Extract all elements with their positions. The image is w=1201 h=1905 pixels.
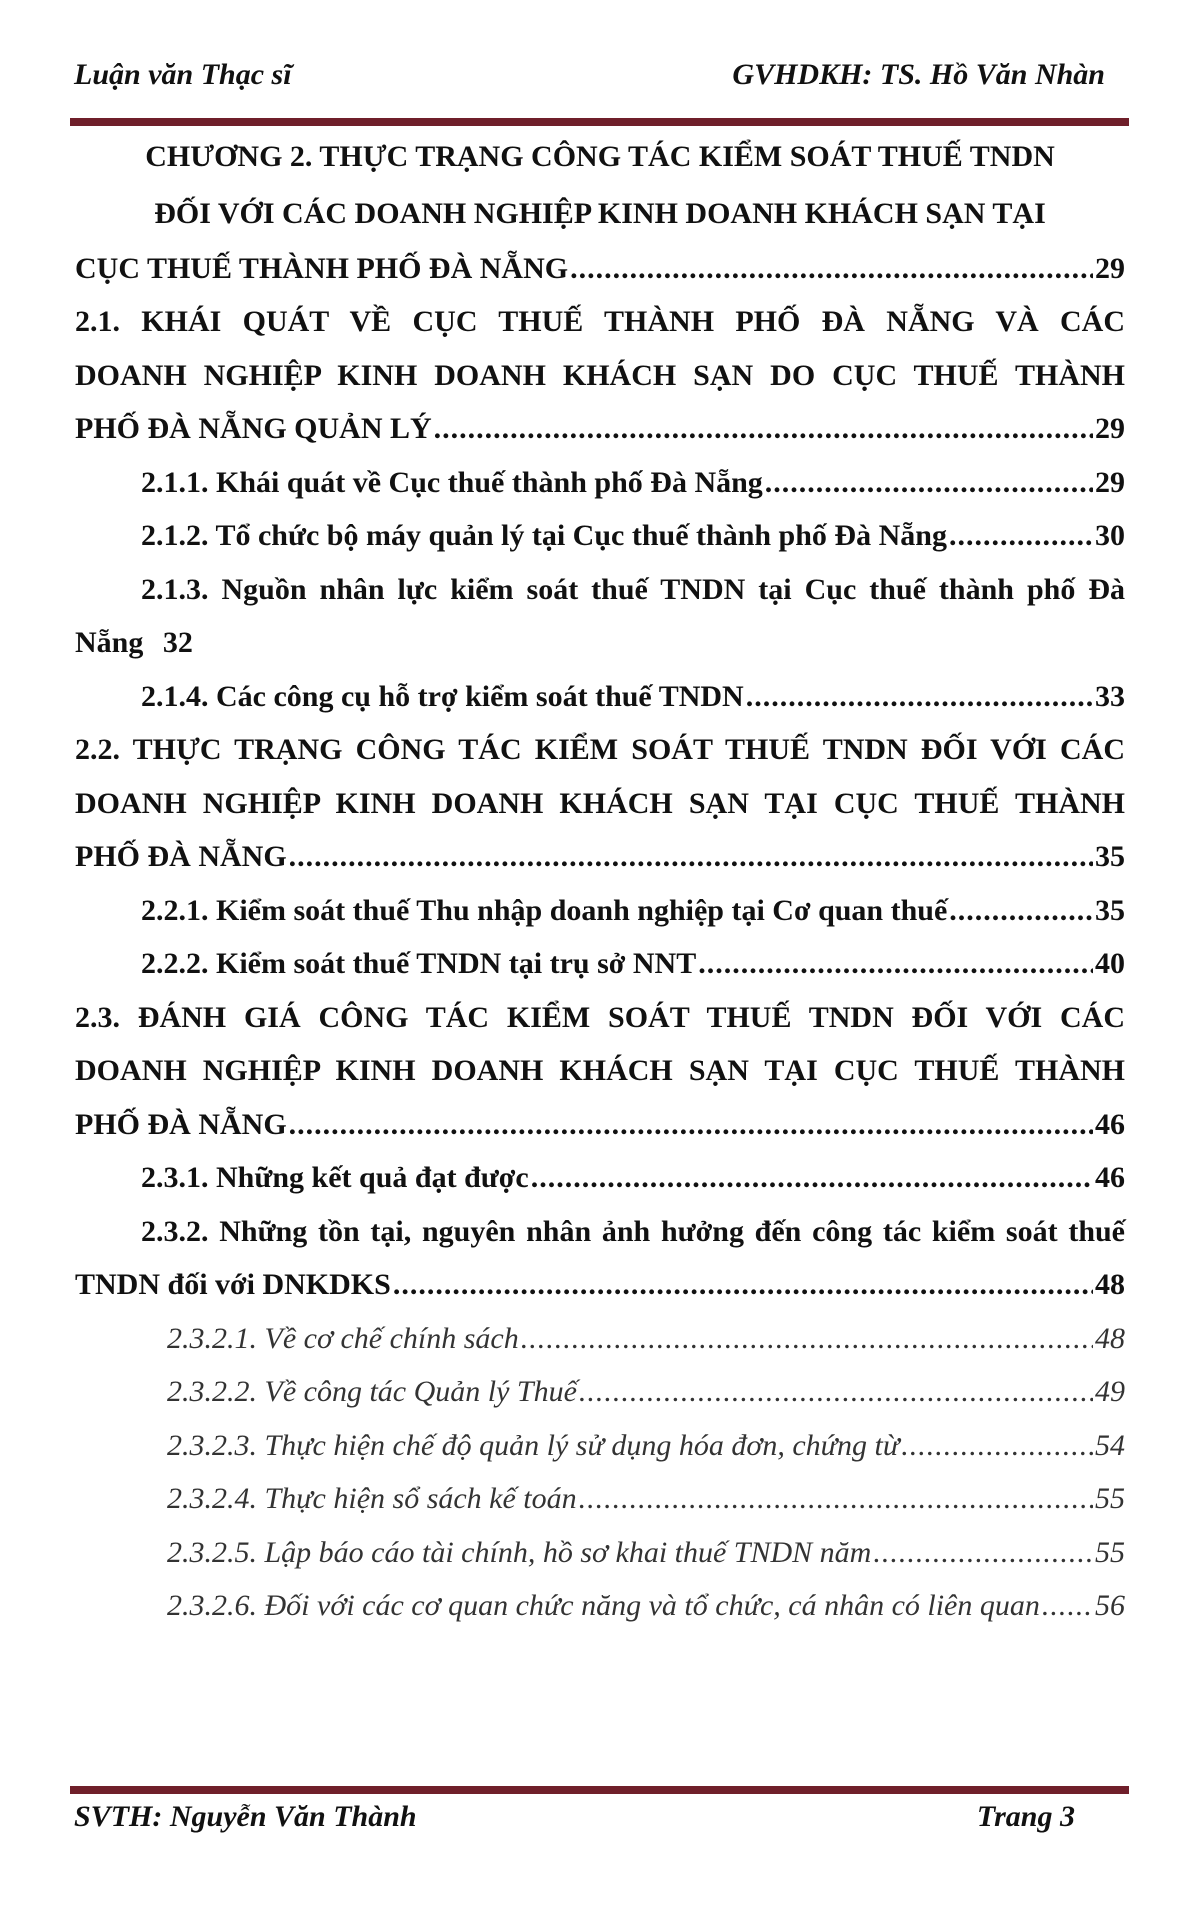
header-thesis-type: Luận văn Thạc sĩ — [74, 58, 292, 91]
toc-entry-text: 2.3.2.2. Về công tác Quản lý Thuế — [167, 1375, 577, 1408]
toc-section-2-3-2-5[interactable] — [75, 1526, 1125, 1580]
toc-entry-text: 2.1.1. Khái quát về Cục thuế thành phố Đà Nẵng — [141, 465, 763, 499]
toc-page-number: 46 — [1095, 1107, 1125, 1141]
header-rule — [70, 118, 1129, 126]
toc-section-2-3-2[interactable] — [75, 1205, 1125, 1312]
toc-page-number: 30 — [1095, 519, 1125, 552]
toc-leader-dots — [873, 1526, 1093, 1580]
toc-leader-dots — [579, 1365, 1093, 1419]
toc-leader-dots — [765, 456, 1093, 510]
toc-entry-text: 2.1.4. Các công cụ hỗ trợ kiểm soát thuế TNDN — [141, 679, 744, 713]
toc-section-2-1-line1: 2.1. KHÁI QUÁT VỀ CỤC THUẾ THÀNH PHỐ ĐÀ NẴNG VÀ CÁC — [75, 305, 1125, 338]
toc-entry-text: 2.2.2. Kiểm soát thuế TNDN tại trụ sở NNT — [141, 947, 697, 980]
toc-section-2-1-3[interactable] — [75, 563, 1125, 670]
toc-section-2-2-line3: PHỐ ĐÀ NẴNG — [75, 840, 287, 873]
toc-leader-dots — [289, 1098, 1093, 1152]
toc-leader-dots — [901, 1419, 1093, 1473]
toc-section-2-3-2-1[interactable] — [75, 1312, 1125, 1366]
toc-page-number: 48 — [1095, 1268, 1125, 1301]
toc-section-2-2-1[interactable] — [75, 884, 1125, 938]
toc-chapter-2-line2: ĐỐI VỚI CÁC DOANH NGHIỆP KINH DOANH KHÁCH SẠN TẠI — [154, 197, 1046, 230]
toc-entry-text: 2.3.2.3. Thực hiện chế độ quản lý sử dụng hóa đơn, chứng từ — [167, 1428, 900, 1462]
toc-section-2-3-2-line1: 2.3.2. Những tồn tại, nguyên nhân ảnh hưởng đến công tác kiểm soát thuế — [141, 1214, 1125, 1248]
toc-section-2-3-2-2[interactable] — [75, 1365, 1125, 1419]
toc-section-2-3-2-6[interactable] — [75, 1579, 1125, 1633]
toc-entry-text: 2.2.1. Kiểm soát thuế Thu nhập doanh nghiệp tại Cơ quan thuế — [141, 893, 948, 927]
toc-page-number: 29 — [1095, 252, 1125, 285]
toc-page-number: 33 — [1095, 679, 1125, 713]
toc-page-number: 40 — [1095, 947, 1125, 980]
toc-page-number: 48 — [1095, 1321, 1125, 1355]
toc-chapter-2-line1: CHƯƠNG 2. THỰC TRẠNG CÔNG TÁC KIỂM SOÁT THUẾ TNDN — [145, 140, 1055, 173]
toc-entry-text: 2.3.1. Những kết quả đạt được — [141, 1161, 529, 1194]
toc-leader-dots — [949, 509, 1093, 563]
toc-entry-text: 2.3.2.1. Về cơ chế chính sách — [167, 1321, 519, 1355]
toc-page-number: 35 — [1095, 893, 1125, 927]
toc-section-2-3-line3: PHỐ ĐÀ NẴNG — [75, 1107, 287, 1141]
toc-section-2-2-2[interactable] — [75, 937, 1125, 991]
header-advisor: GVHDKH: TS. Hồ Văn Nhàn — [732, 58, 1105, 91]
toc-entry-text: 2.3.2.6. Đối với các cơ quan chức năng và tổ chức, cá nhân có liên quan — [167, 1589, 1040, 1622]
toc-leader-dots — [434, 402, 1093, 456]
toc-leader-dots — [531, 1151, 1093, 1205]
toc-section-2-1-3-line2: Nẵng — [75, 626, 144, 659]
toc-leader-dots — [1042, 1579, 1093, 1633]
toc-leader-dots — [521, 1312, 1093, 1366]
toc-section-2-3-1[interactable] — [75, 1151, 1125, 1205]
toc-section-2-2[interactable] — [75, 723, 1125, 884]
toc-page-number: 29 — [1095, 465, 1125, 499]
page-header — [74, 58, 1105, 102]
toc-section-2-1-3-line1: 2.1.3. Nguồn nhân lực kiểm soát thuế TNDN tại Cục thuế thành phố Đà — [141, 572, 1125, 606]
toc-leader-dots — [570, 242, 1093, 295]
toc-page-number: 56 — [1095, 1589, 1125, 1622]
toc-page-number: 46 — [1095, 1161, 1125, 1194]
footer-page-number: Trang 3 — [976, 1800, 1075, 1833]
toc-section-2-3-2-line2: TNDN đối với DNKDKS — [75, 1268, 391, 1301]
toc-page-number: 55 — [1095, 1482, 1125, 1515]
toc-entry-text: 2.1.2. Tổ chức bộ máy quản lý tại Cục thuế thành phố Đà Nẵng — [141, 519, 947, 552]
toc-leader-dots — [393, 1258, 1093, 1312]
toc-page-number: 35 — [1095, 840, 1125, 873]
toc-section-2-2-line2: DOANH NGHIỆP KINH DOANH KHÁCH SẠN TẠI CỤC THUẾ THÀNH — [75, 786, 1125, 820]
toc-section-2-1-4[interactable] — [75, 670, 1125, 724]
footer-student: SVTH: Nguyễn Văn Thành — [74, 1800, 417, 1833]
toc-section-2-2-line1: 2.2. THỰC TRẠNG CÔNG TÁC KIỂM SOÁT THUẾ TNDN ĐỐI VỚI CÁC — [75, 733, 1125, 766]
toc-entry-text: 2.3.2.5. Lập báo cáo tài chính, hồ sơ khai thuế TNDN năm — [167, 1535, 872, 1569]
toc-section-2-1-line3: PHỐ ĐÀ NẴNG QUẢN LÝ — [75, 412, 432, 445]
toc-section-2-3-2-4[interactable] — [75, 1472, 1125, 1526]
toc-section-2-3-line1: 2.3. ĐÁNH GIÁ CÔNG TÁC KIỂM SOÁT THUẾ TNDN ĐỐI VỚI CÁC — [75, 1000, 1125, 1034]
toc-section-2-1-2[interactable] — [75, 509, 1125, 563]
toc-section-2-1-line2: DOANH NGHIỆP KINH DOANH KHÁCH SẠN DO CỤC THUẾ THÀNH — [75, 358, 1125, 392]
toc-section-2-3-2-3[interactable] — [75, 1419, 1125, 1473]
toc-leader-dots — [289, 830, 1093, 884]
toc-section-2-1[interactable] — [75, 295, 1125, 456]
toc-leader-dots — [949, 884, 1093, 938]
toc-page-number: 49 — [1095, 1375, 1125, 1408]
toc-entry-text: 2.3.2.4. Thực hiện sổ sách kế toán — [167, 1482, 577, 1515]
toc-page-number: 29 — [1095, 412, 1125, 445]
toc-page-number: 54 — [1095, 1428, 1125, 1462]
toc-section-2-1-1[interactable] — [75, 456, 1125, 510]
toc-chapter-2-line3: CỤC THUẾ THÀNH PHỐ ĐÀ NẴNG — [75, 252, 569, 285]
toc-section-2-3-line2: DOANH NGHIỆP KINH DOANH KHÁCH SẠN TẠI CỤC THUẾ THÀNH — [75, 1054, 1125, 1087]
toc-leader-dots — [698, 937, 1093, 991]
toc-chapter-2[interactable] — [75, 128, 1125, 295]
toc-leader-dots — [746, 670, 1093, 724]
footer-rule — [70, 1786, 1129, 1794]
toc-section-2-3[interactable] — [75, 991, 1125, 1152]
table-of-contents — [75, 128, 1125, 1633]
toc-leader-dots — [579, 1472, 1093, 1526]
toc-page-number: 55 — [1095, 1535, 1125, 1569]
toc-page-number: 32 — [162, 626, 193, 659]
